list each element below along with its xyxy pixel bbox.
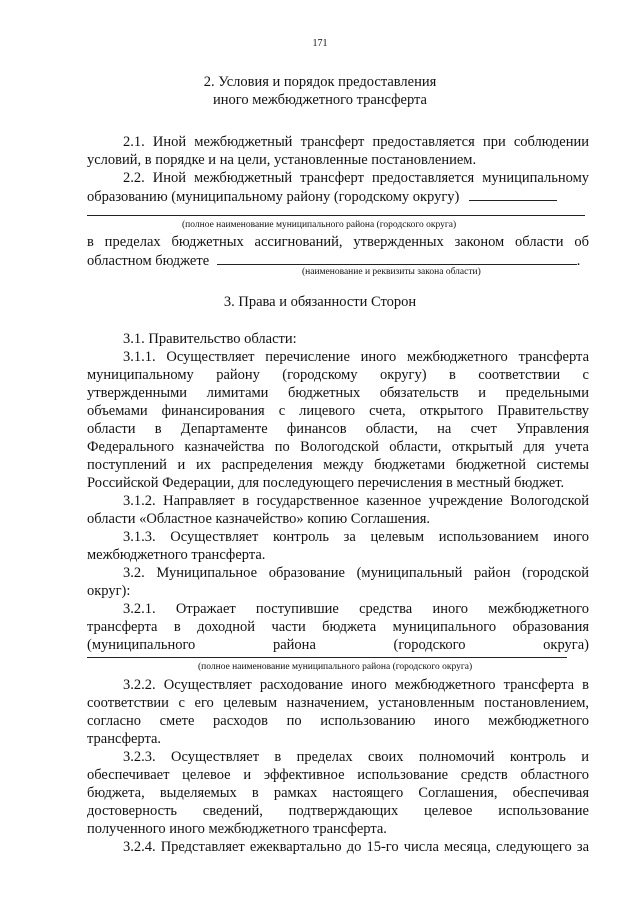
paragraph-line: Федерального казначейства по Вологодской области, открытый для учета <box>87 439 589 455</box>
paragraph-line: согласно смете расходов по использованию иного межбюджетного <box>87 713 589 729</box>
paragraph-line: соответствии с его целевым назначением, установленным постановлением, <box>87 695 589 711</box>
blank-field-line <box>87 215 585 216</box>
paragraph-line: трансферта. <box>87 731 162 747</box>
paragraph-line: 3.1. Правительство области: <box>123 331 297 347</box>
paragraph-line: поступлений и их распределения между бюджетами бюджетной системы <box>87 457 589 473</box>
paragraph-line: области «Областное казначейство» копию Соглашения. <box>87 511 431 527</box>
paragraph-line: 3.1.3. Осуществляет контроль за целевым использованием иного <box>123 529 589 545</box>
blank-field-line <box>87 657 567 658</box>
caption-municipality-name-2: (полное наименование муниципального района (городского округа) <box>198 662 473 672</box>
paragraph-line: муниципальному району (городскому округу) в соответствии с <box>87 367 589 383</box>
paragraph-2-2-text: областном бюджете <box>87 253 210 269</box>
paragraph-line: бюджета, выделяемых в рамках настоящего Соглашения, обеспечивая <box>87 785 589 801</box>
paragraph-line: полученного иного межбюджетного трансферта. <box>87 821 387 837</box>
paragraph-line: межбюджетного трансферта. <box>87 547 266 563</box>
paragraph-2-2-text: образованию (муниципальному району (городскому округу) <box>87 189 460 205</box>
section-2-title-line-2: иного межбюджетного трансферта <box>212 92 427 108</box>
paragraph-2-2-line: 2.2. Иной межбюджетный трансферт предоставляется муниципальному <box>123 170 589 186</box>
paragraph-line: утвержденными лимитами бюджетных обязательств и предельными <box>87 385 589 401</box>
paragraph-2-2-period: . <box>576 253 581 269</box>
paragraph-line: округ): <box>87 583 131 599</box>
paragraph-2-1-line: условий, в порядке и на цели, установленные постановлением. <box>87 152 477 168</box>
paragraph-line: достоверность сведений, подтверждающих целевое использование <box>87 803 589 819</box>
paragraph-line: трансферта в доходной части бюджета муниципального образования <box>87 619 589 635</box>
paragraph-2-1-line: 2.1. Иной межбюджетный трансферт предоставляется при соблюдении <box>123 134 589 150</box>
blank-field-line <box>217 251 577 265</box>
paragraph-line: 3.2. Муниципальное образование (муниципальный район (городской <box>123 565 589 581</box>
paragraph-line: Российской Федерации, для последующего перечисления в местный бюджет. <box>87 475 565 491</box>
paragraph-line: 3.2.4. Представляет ежеквартально до 15-го числа месяца, следующего за <box>123 839 589 855</box>
blank-field-line <box>469 187 557 201</box>
page-number: 171 <box>312 38 328 49</box>
paragraph-line: 3.1.2. Направляет в государственное казенное учреждение Вологодской <box>123 493 589 509</box>
paragraph-2-2-line: в пределах бюджетных ассигнований, утвержденных законом области об <box>87 234 589 250</box>
paragraph-line: (муниципального района (городского округа) <box>87 637 589 653</box>
caption-law-name: (наименование и реквизиты закона области) <box>302 267 481 277</box>
paragraph-line: 3.2.3. Осуществляет в пределах своих полномочий контроль и <box>123 749 589 765</box>
section-2-title-line-1: 2. Условия и порядок предоставления <box>203 74 437 90</box>
paragraph-line: обеспечивает целевое и эффективное использование средств областного <box>87 767 589 783</box>
caption-municipality-name: (полное наименование муниципального района (городского округа) <box>182 220 457 230</box>
paragraph-line: 3.1.1. Осуществляет перечисление иного межбюджетного трансферта <box>123 349 589 365</box>
paragraph-line: 3.2.1. Отражает поступившие средства иного межбюджетного <box>123 601 589 617</box>
paragraph-line: области в Департаменте финансов области, на счет Управления <box>87 421 589 437</box>
section-3-title: 3. Права и обязанности Сторон <box>223 294 417 310</box>
paragraph-2-2-line <box>87 187 589 206</box>
paragraph-line: 3.2.2. Осуществляет расходование иного межбюджетного трансферта в <box>123 677 589 693</box>
paragraph-line: объемами финансирования с лицевого счета, открытого Правительству <box>87 403 589 419</box>
